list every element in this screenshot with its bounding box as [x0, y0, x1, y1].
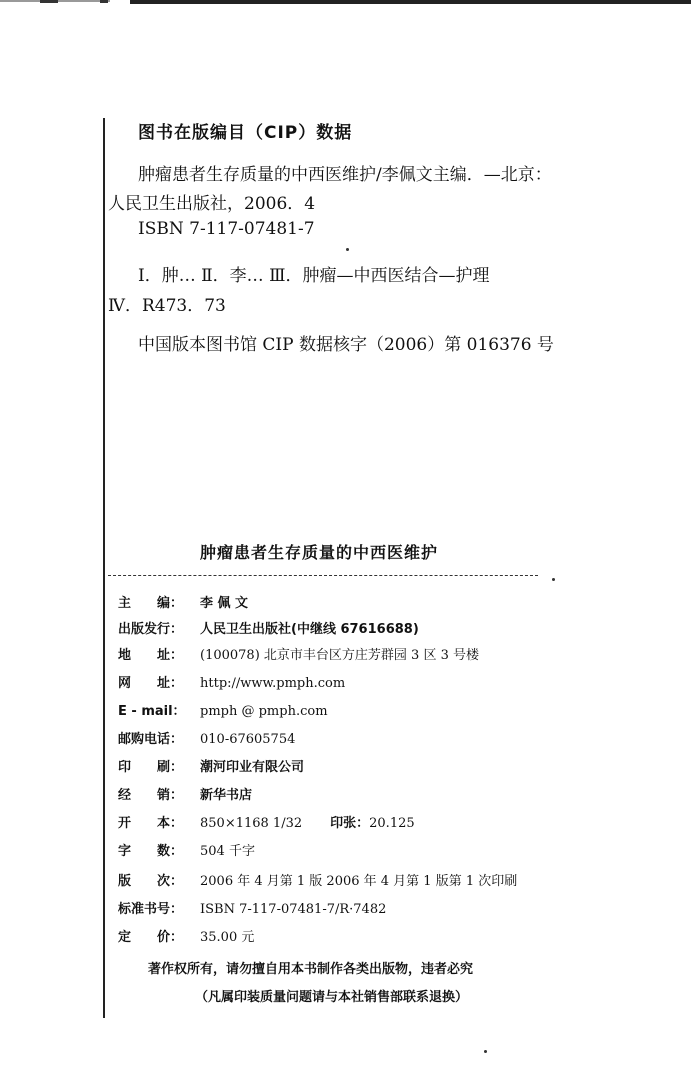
scan-speck: [552, 578, 555, 581]
colophon-extra-value: 20.125: [369, 816, 415, 831]
cip-line-4: Ⅰ．肿… Ⅱ．李… Ⅲ．肿瘤—中西医结合—护理: [138, 266, 490, 286]
colophon-row-mail-order: [118, 730, 295, 750]
cip-line-2: 人民卫生出版社，2006．4: [108, 194, 316, 214]
colophon-row-word-count: [118, 842, 255, 862]
colophon-row-edition: [118, 872, 517, 892]
colophon-value: pmph @ pmph.com: [200, 704, 328, 719]
cip-line-1: 肿瘤患者生存质量的中西医维护/李佩文主编．—北京：: [138, 165, 552, 185]
return-policy-notice: （凡属印装质量问题请与本社销售部联系退换）: [195, 990, 469, 1005]
colophon-value: 010-67605754: [200, 732, 296, 747]
colophon-value: 潮河印业有限公司: [200, 760, 305, 775]
colophon-value: http://www.pmph.com: [200, 676, 346, 691]
colophon-row-printer: [118, 758, 304, 778]
colophon-row-email: [118, 702, 328, 722]
cip-line-5: Ⅳ．R473．73: [108, 296, 226, 316]
colophon-value: 35.00 元: [200, 930, 255, 945]
colophon-extra-label: 印张：: [330, 816, 370, 831]
colophon-value: 李 佩 文: [200, 596, 249, 611]
colophon-row-price: [118, 928, 254, 948]
colophon-row-format: [118, 814, 415, 834]
colophon-row-address: [118, 646, 479, 666]
colophon-label: 版 次：: [118, 874, 184, 889]
colophon-label: 经 销：: [118, 788, 184, 803]
colophon-label: 字 数：: [118, 844, 184, 859]
colophon-value: 人民卫生出版社(中继线 67616688): [200, 622, 419, 637]
colophon-row-isbn: [118, 900, 386, 920]
colophon-row-distributor: [118, 786, 252, 806]
colophon-label: 网 址：: [118, 676, 184, 691]
colophon-value: 新华书店: [200, 788, 253, 803]
copyright-notice: 著作权所有，请勿擅自用本书制作各类出版物，违者必究: [148, 962, 474, 977]
colophon-label: 标准书号：: [118, 902, 184, 917]
colophon-label: 印 刷：: [118, 760, 184, 775]
cip-line-6: 中国版本图书馆 CIP 数据核字（2006）第 016376 号: [138, 335, 554, 355]
colophon-value: 2006 年 4 月第 1 版 2006 年 4 月第 1 版第 1 次印刷: [200, 874, 518, 889]
margin-line: [103, 118, 105, 1018]
colophon-value: (100078) 北京市丰台区方庄芳群园 3 区 3 号楼: [200, 648, 479, 663]
scan-speck: [346, 248, 349, 251]
colophon-row-publisher: [118, 620, 419, 640]
colophon-value: 850×1168 1/32: [200, 816, 303, 831]
colophon-label: E - mail：: [118, 704, 186, 719]
colophon-value: ISBN 7-117-07481-7/R·7482: [200, 902, 387, 917]
colophon-value: 504 千字: [200, 844, 255, 859]
colophon-label: 地 址：: [118, 648, 184, 663]
scan-artifact-dash: [100, 0, 108, 3]
colophon-label: 出版发行：: [118, 622, 184, 637]
colophon-label: 邮购电话：: [118, 732, 184, 747]
dashed-divider: [108, 575, 538, 576]
cip-title: 图书在版编目（CIP）数据: [138, 123, 353, 143]
cip-line-3: ISBN 7-117-07481-7: [138, 219, 315, 239]
colophon-row-website: [118, 674, 345, 694]
colophon-label: 主 编：: [118, 596, 184, 611]
top-rule: [130, 0, 691, 4]
colophon-label: 定 价：: [118, 930, 184, 945]
colophon-label: 开 本：: [118, 816, 184, 831]
colophon-row-editor: [118, 594, 248, 614]
scan-speck: [484, 1050, 487, 1053]
scan-artifact-dash: [40, 0, 58, 3]
book-title: 肿瘤患者生存质量的中西医维护: [200, 543, 439, 562]
